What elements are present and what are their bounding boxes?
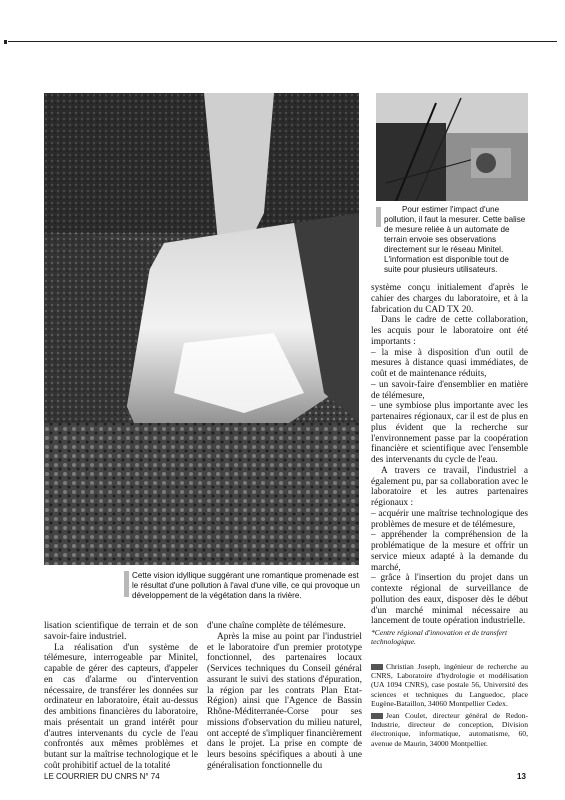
header-rule	[8, 41, 557, 42]
footnote: *Centre régional d'innovation et de transfert technologique.	[371, 628, 508, 646]
paragraph: lisation scientifique de terrain et de son savoir-faire industriel.	[44, 621, 198, 642]
corner-mark	[4, 40, 7, 44]
article-column-1	[44, 621, 198, 772]
paragraph: Après la mise au point par l'industriel et le laboratoire d'un premier prototype fonctionnel, des partenaires locaux (Services techniques du Conseil général assurant le suivi des stations d'épuration, la région par les contrats Plan Etat-Région) ainsi que l'Agence de Bassin Rhône-Méditerranée-Corse pour ses missions d'observation du milieu naturel, ont accepté de s'impliquer financièrement dans le projet. La prise en compte de leurs besoins spécifiques a abouti à une généralisation fonctionnelle du	[207, 631, 363, 771]
caption-marker	[376, 207, 381, 227]
footer-publication: LE COURRIER DU CNRS N° 74	[44, 772, 160, 781]
caption-marker	[124, 571, 129, 597]
small-photo-caption: Pour estimer l'impact d'une pollution, il faut la mesurer. Cette balise de mesure reliée à un automate de terrain envoie ses observations directement sur le réseau Minitel. L'information est disponible tout de suite pour plusieurs utilisateurs.	[384, 205, 526, 274]
paragraph: système conçu initialement d'après le cahier des charges du laboratoire, et à la fabrication du CAD TX 20.	[371, 283, 528, 315]
main-photo	[44, 93, 359, 565]
article-column-3	[371, 283, 528, 627]
list-item: – acquérir une maîtrise technologique des problèmes de mesure et de télémesure,	[371, 508, 528, 530]
author-bio-2: Jean Coulet, directeur général de Redon-Industrie, directeur de conception, Division électronique, informatique, automatisme, 60, avenue de Maurin, 34000 Montpellier.	[371, 711, 528, 748]
paragraph: d'une chaîne complète de télémesure.	[207, 621, 346, 631]
beacon-photo-graphic	[376, 93, 528, 201]
author-bio-1: Christian Joseph, ingénieur de recherche au CNRS, Laboratoire d'hydrologie et modélisation (UA 1094 CNRS), case postale 56, Université des sciences et techniques du Languedoc, place Eugène-Bataillon, 34060 Montpellier Cedex.	[371, 662, 528, 708]
list-item: – la mise à disposition d'un outil de mesures à distance quasi immédiates, de coût et de maintenance réduits,	[371, 347, 528, 379]
river-photo-graphic	[44, 93, 359, 565]
author-marker	[371, 664, 383, 670]
paragraph: A travers ce travail, l'industriel a également pu, par sa collaboration avec le laboratoire et les autres partenaires régionaux :	[371, 465, 528, 508]
article-column-2	[207, 621, 362, 772]
main-photo-caption: Cette vision idyllique suggérant une romantique promenade est le résultat d'une pollution à l'aval d'une ville, ce qui provoque un développement de la végétation dans la rivière.	[132, 571, 360, 600]
paragraph: Dans le cadre de cette collaboration, les acquis pour le laboratoire ont été importants :	[371, 315, 528, 347]
list-item: – une symbiose plus importante avec les partenaires régionaux, car il est de plus en plus évident que la recherche sur l'environnement passe par la coopération financière et scientifique avec l'ensemble des intervenants du cycle de l'eau.	[371, 401, 528, 465]
page-number: 13	[517, 772, 526, 781]
list-item: – grâce à l'insertion du projet dans un contexte régional de surveillance de pollution des eaux, disposer dès le début d'un marché minimal nécessaire au lancement de toute opération industrielle.	[371, 573, 528, 627]
small-photo	[376, 93, 528, 201]
author-marker	[371, 713, 383, 719]
list-item: – appréhender la compréhension de la problématique de la mesure et offrir un service mieux adapté à la demande du marché,	[371, 530, 528, 573]
list-item: – un savoir-faire d'ensemblier en matière de télémesure,	[371, 379, 528, 401]
paragraph: La réalisation d'un système de télémesure, interrogeable par Minitel, capable de gérer des capteurs, d'appeler en cas d'alarme ou d'intervention nécessaire, de transférer les données sur ordinateur en laboratoire, était au-dessus des ambitions financières du laboratoire, mais présentait un grand intérêt pour d'autres intervenants du cycle de l'eau confrontés aux mêmes problèmes et butant sur la maîtrise technologique et le coût prohibitif actuel de la totalité	[44, 642, 198, 771]
